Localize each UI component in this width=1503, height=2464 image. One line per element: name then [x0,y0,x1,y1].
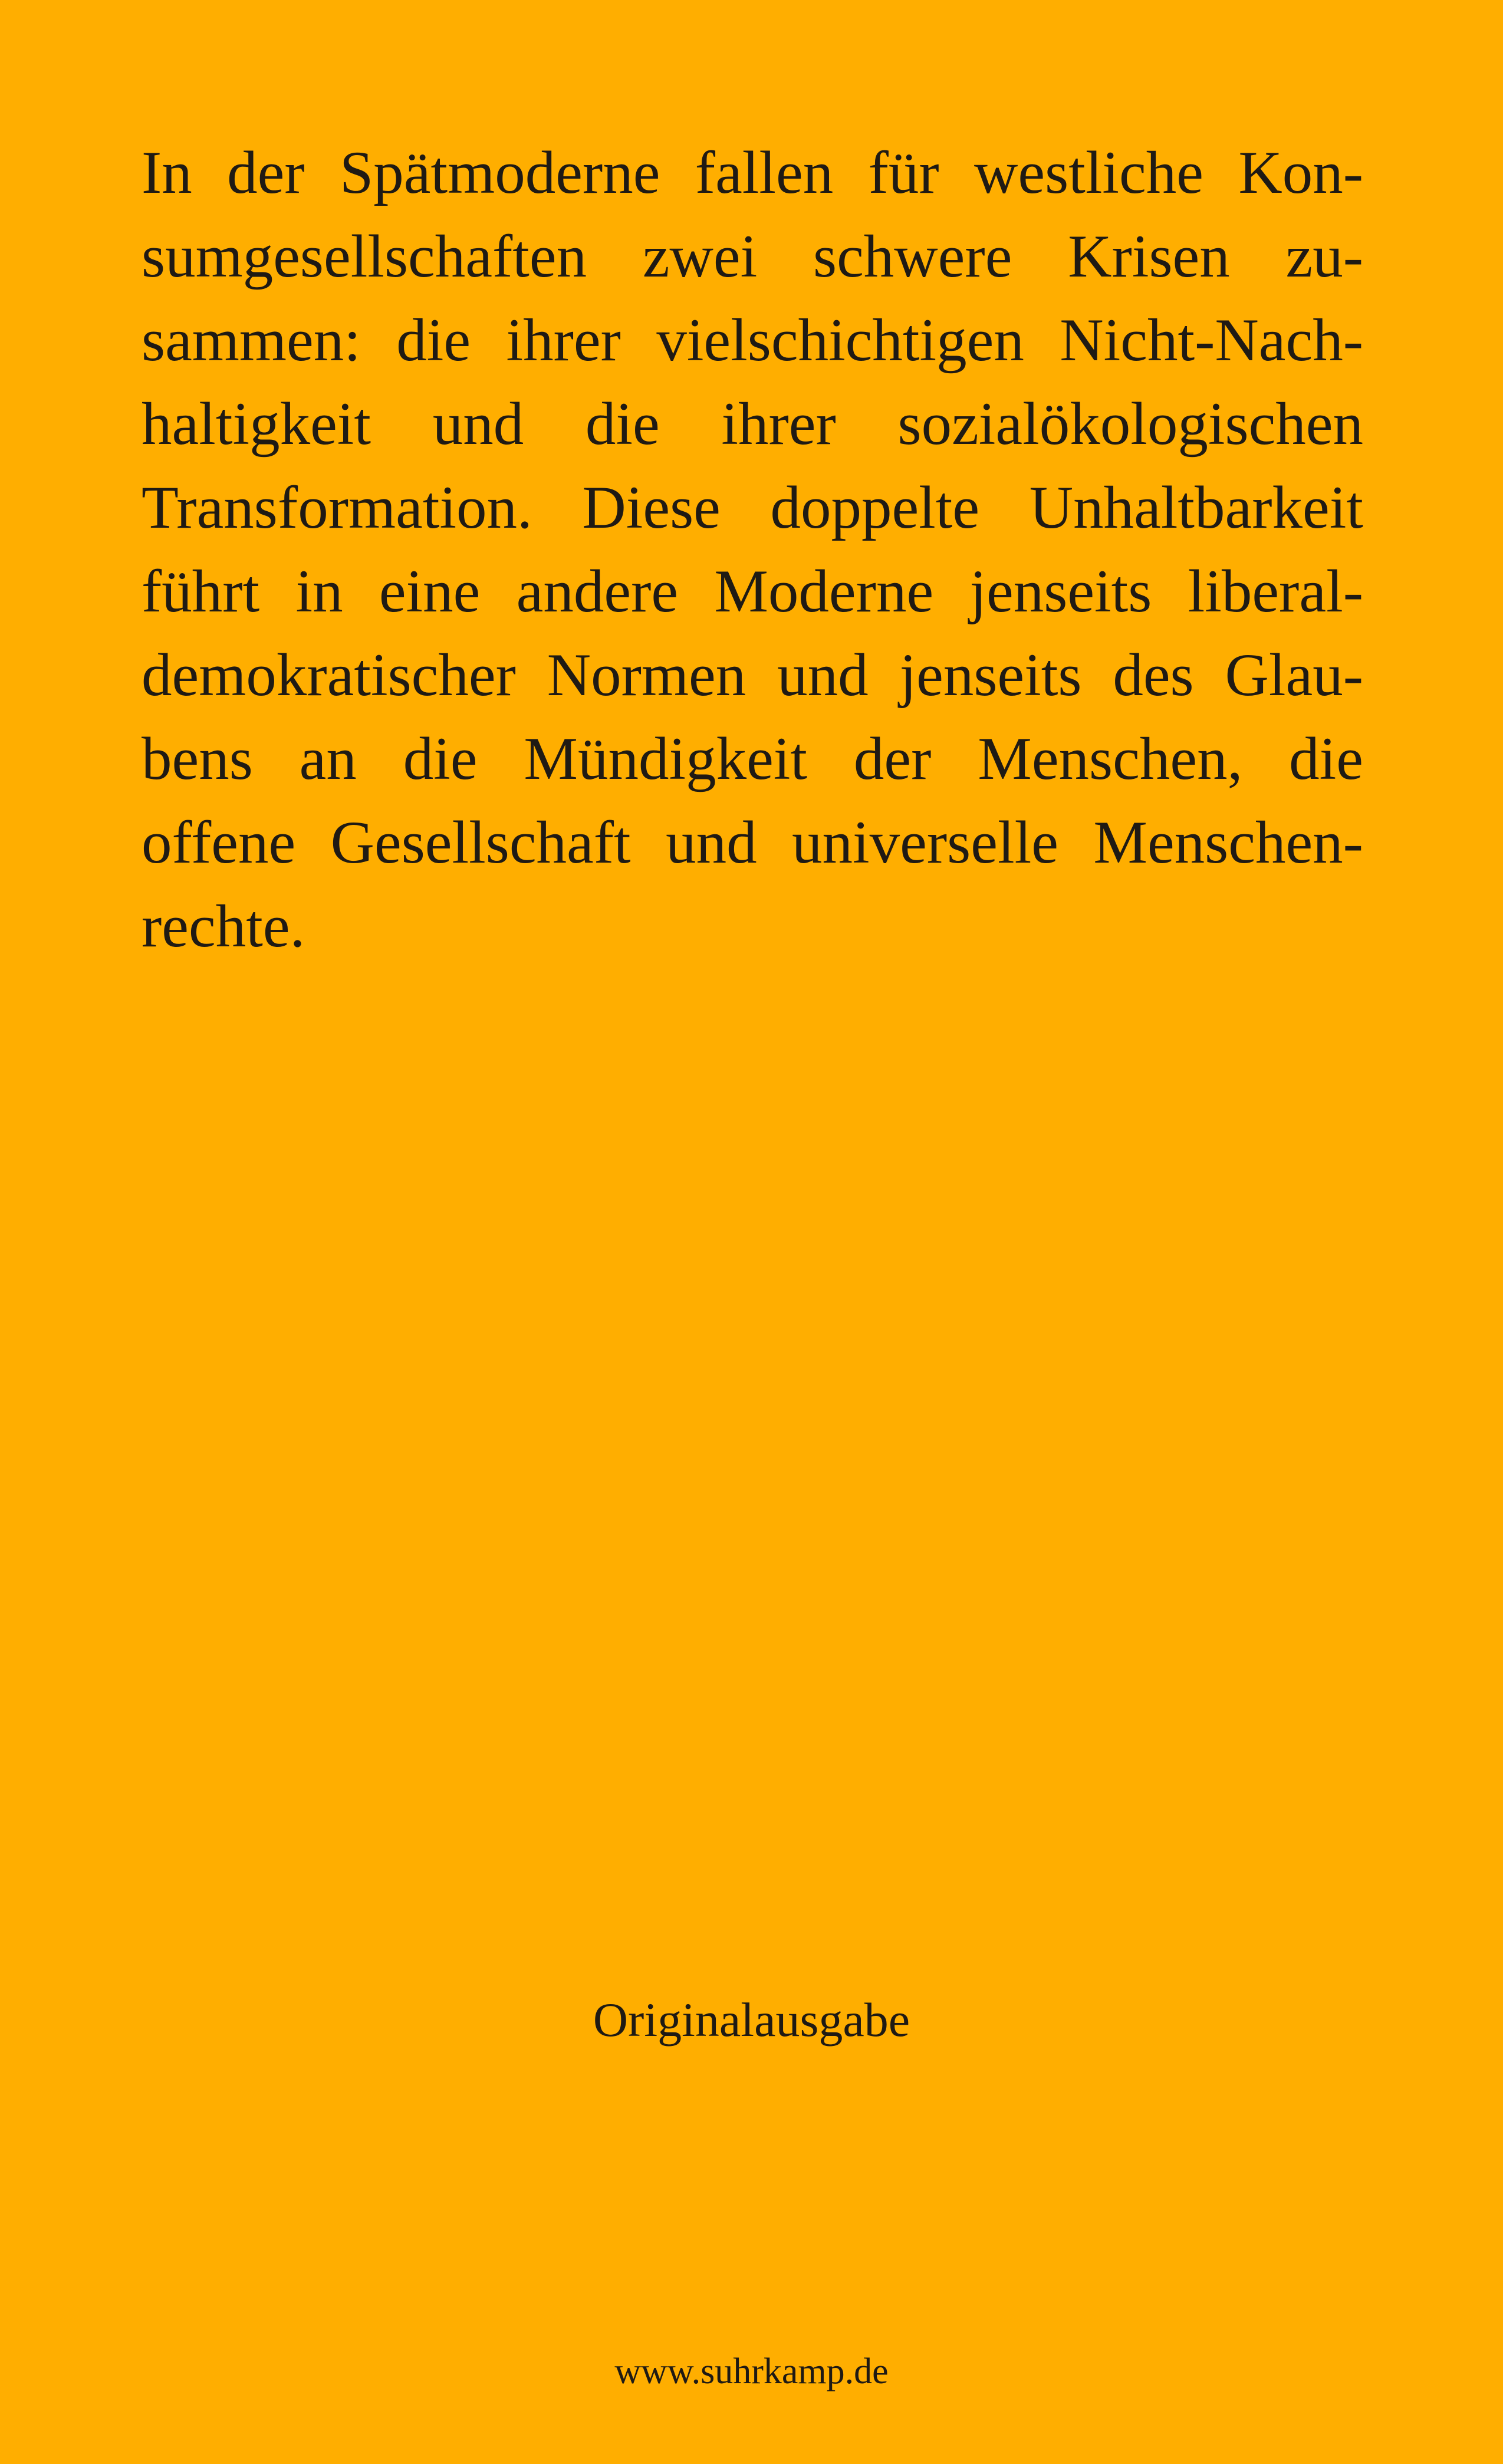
blurb-line: rechte. [142,893,305,960]
blurb-text [142,131,1363,968]
blurb-line: sumgesellschaften zwei schwere Krisen zu- [142,223,1363,290]
blurb-line: haltigkeit und die ihrer sozialökologischen [142,390,1363,458]
publisher-url: www.suhrkamp.de [614,2351,889,2391]
blurb-line: offene Gesellschaft und universelle Menschen- [142,809,1363,876]
blurb-line: In der Spätmoderne fallen für westliche Kon- [142,139,1363,206]
edition-label: Originalausgabe [593,1993,910,2047]
blurb-line: sammen: die ihrer vielschichtigen Nicht-Nach- [142,307,1363,374]
blurb-line: bens an die Mündigkeit der Menschen, die [142,725,1363,792]
blurb-line: demokratischer Normen und jenseits des Glau- [142,642,1363,709]
blurb-line: Transformation. Diese doppelte Unhaltbarkeit [142,474,1363,541]
blurb-line: führt in eine andere Moderne jenseits liberal- [142,558,1363,625]
